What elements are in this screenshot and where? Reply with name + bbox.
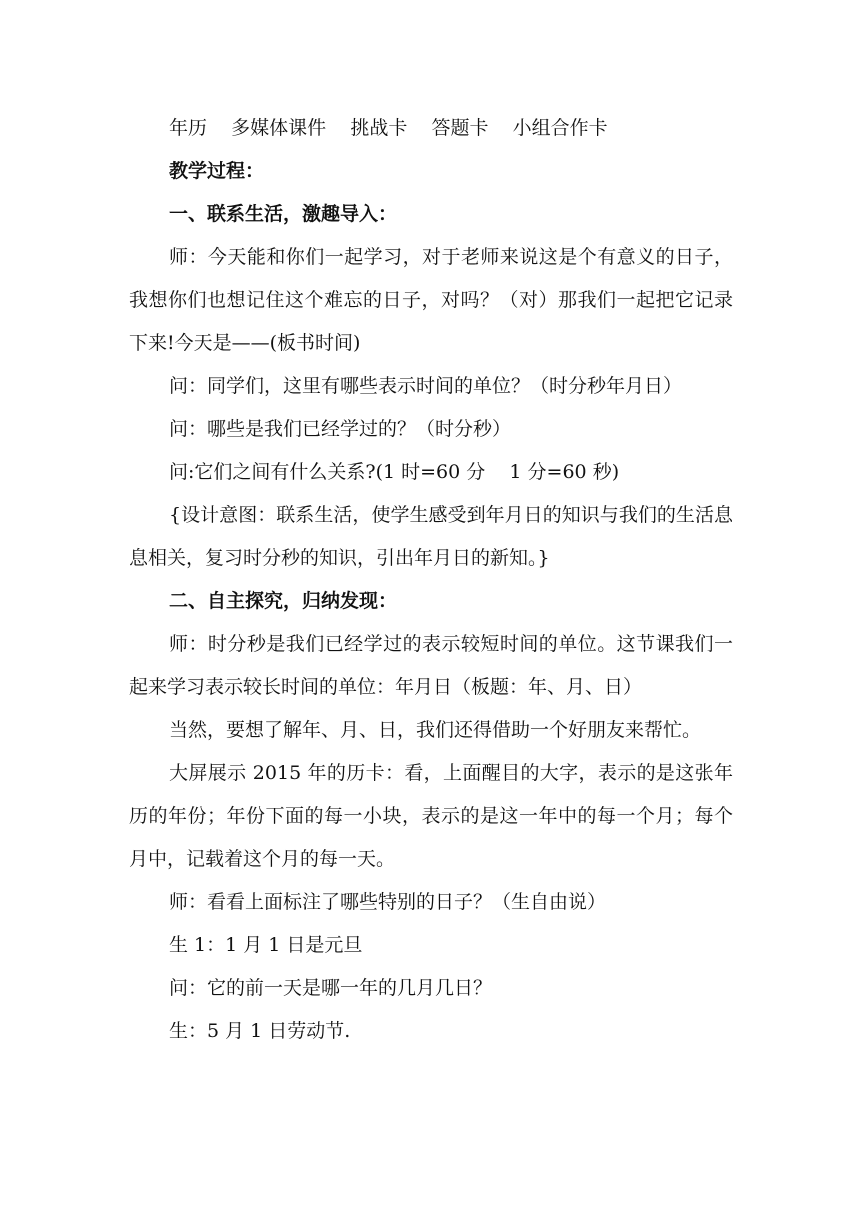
- document-page: [129, 107, 733, 1053]
- paragraph-question-units: 问：同学们，这里有哪些表示时间的单位？（时分秒年月日）: [169, 375, 683, 397]
- paragraph-friend-help: 当然，要想了解年、月、日，我们还得借助一个好朋友来帮忙。: [169, 719, 702, 741]
- paragraph-question-learned: 问：哪些是我们已经学过的？（时分秒）: [169, 418, 512, 440]
- paragraph-teacher-units: 师：时分秒是我们已经学过的表示较短时间的单位。这节课我们一起来学习表示较长时间的单位：年月日（板题：年、月、日）: [129, 633, 733, 698]
- paragraph-student-one: 生 1：1 月 1 日是元旦: [169, 934, 363, 956]
- paragraph-question-previous-day: 问：它的前一天是哪一年的几月几日？: [169, 977, 493, 999]
- paragraph-special-days: 师：看看上面标注了哪些特别的日子？（生自由说）: [169, 891, 607, 913]
- paragraph-student-labor-day: 生：5 月 1 日劳动节.: [169, 1020, 351, 1042]
- section-heading-part-two: 二、自主探究，归纳发现：: [169, 590, 398, 612]
- section-heading-part-one: 一、联系生活，激趣导入：: [169, 203, 398, 225]
- paragraph-question-relation: 问:它们之间有什么关系?(1 时=60 分 1 分=60 秒): [169, 461, 620, 483]
- materials-list: 年历 多媒体课件 挑战卡 答题卡 小组合作卡: [169, 117, 608, 139]
- paragraph-calendar-display: 大屏展示 2015 年的历卡：看，上面醒目的大字，表示的是这张年历的年份；年份下面的每一小块，表示的是这一年中的每一个月；每个月中，记载着这个月的每一天。: [129, 762, 733, 870]
- section-heading-process: 教学过程：: [169, 160, 265, 182]
- paragraph-design-intent: {设计意图：联系生活，使学生感受到年月日的知识与我们的生活息息相关，复习时分秒的知识，引出年月日的新知。}: [129, 504, 733, 569]
- paragraph-teacher-intro: 师：今天能和你们一起学习，对于老师来说这是个有意义的日子，我想你们也想记住这个难忘的日子，对吗？（对）那我们一起把它记录下来!今天是——(板书时间): [129, 246, 733, 354]
